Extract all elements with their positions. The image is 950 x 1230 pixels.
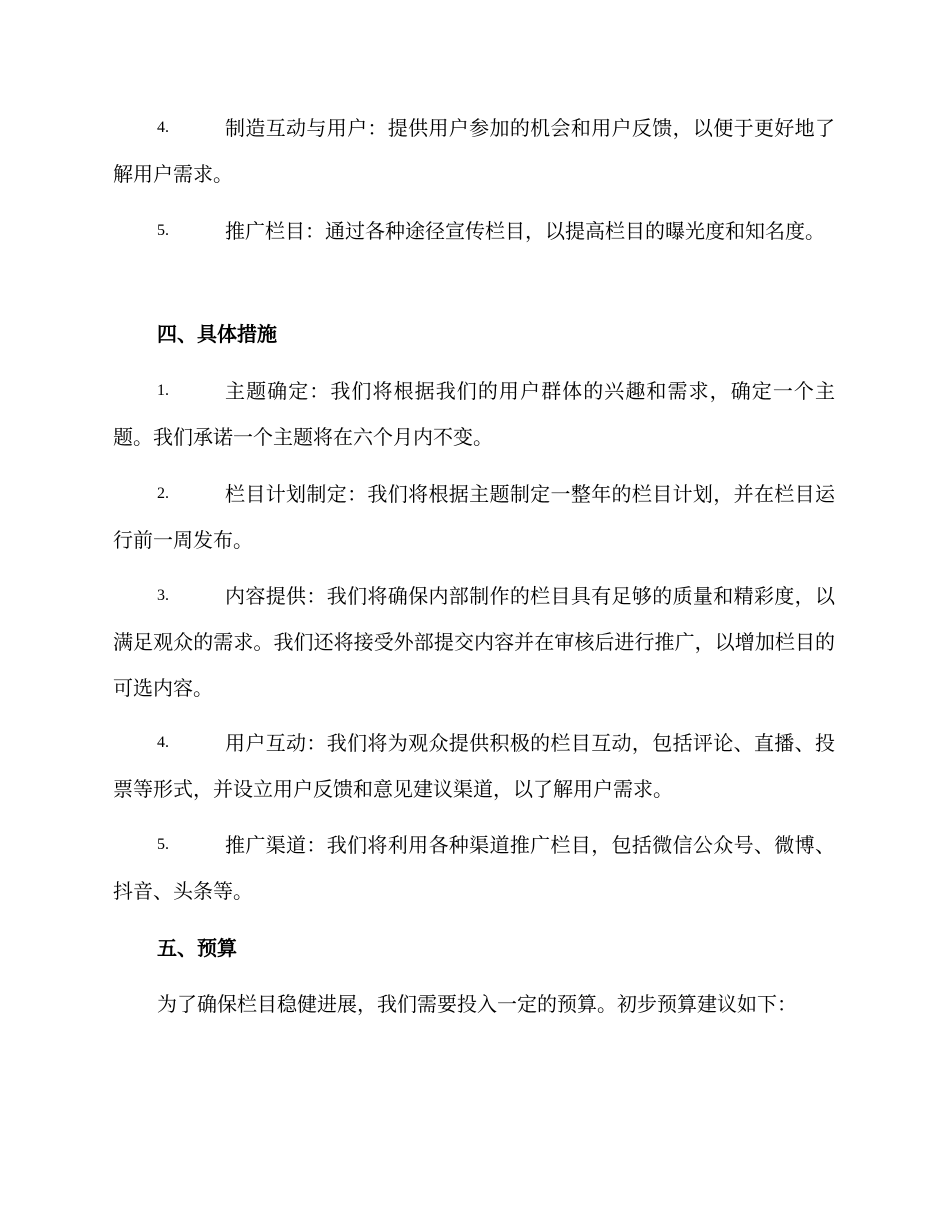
list-number: 4. (157, 119, 169, 136)
list-item (113, 208, 835, 254)
list-item-text: 推广栏目：通过各种途径宣传栏目，以提高栏目的曝光度和知名度。 (225, 219, 825, 243)
list-number: 4. (157, 734, 169, 751)
list-item (113, 720, 835, 812)
list-item (113, 368, 835, 460)
list-number: 1. (157, 382, 169, 399)
list-item-text: 内容提供：我们将确保内部制作的栏目具有足够的质量和精彩度，以满足观众的需求。我们还将接受外部提交内容并在审核后进行推广，以增加栏目的可选内容。 (113, 584, 835, 700)
list-item (113, 573, 835, 711)
list-item-text: 推广渠道：我们将利用各种渠道推广栏目，包括微信公众号、微博、抖音、头条等。 (113, 833, 835, 903)
list-item-text: 栏目计划制定：我们将根据主题制定一整年的栏目计划，并在栏目运行前一周发布。 (113, 482, 835, 552)
section-heading: 五、预算 (157, 936, 237, 960)
list-number: 3. (157, 587, 169, 604)
list-number: 2. (157, 485, 169, 502)
list-number: 5. (157, 222, 169, 239)
body-paragraph: 为了确保栏目稳健进展，我们需要投入一定的预算。初步预算建议如下： (157, 992, 797, 1016)
list-number: 5. (157, 836, 169, 853)
list-item (113, 822, 835, 914)
section-heading: 四、具体措施 (157, 322, 277, 346)
list-item (113, 105, 835, 197)
list-item-text: 制造互动与用户：提供用户参加的机会和用户反馈，以便于更好地了解用户需求。 (113, 116, 835, 186)
list-item-text: 主题确定：我们将根据我们的用户群体的兴趣和需求，确定一个主题。我们承诺一个主题将在六个月内不变。 (113, 379, 835, 449)
list-item-text: 用户互动：我们将为观众提供积极的栏目互动，包括评论、直播、投票等形式，并设立用户反馈和意见建议渠道，以了解用户需求。 (113, 731, 835, 801)
list-item (113, 471, 835, 563)
